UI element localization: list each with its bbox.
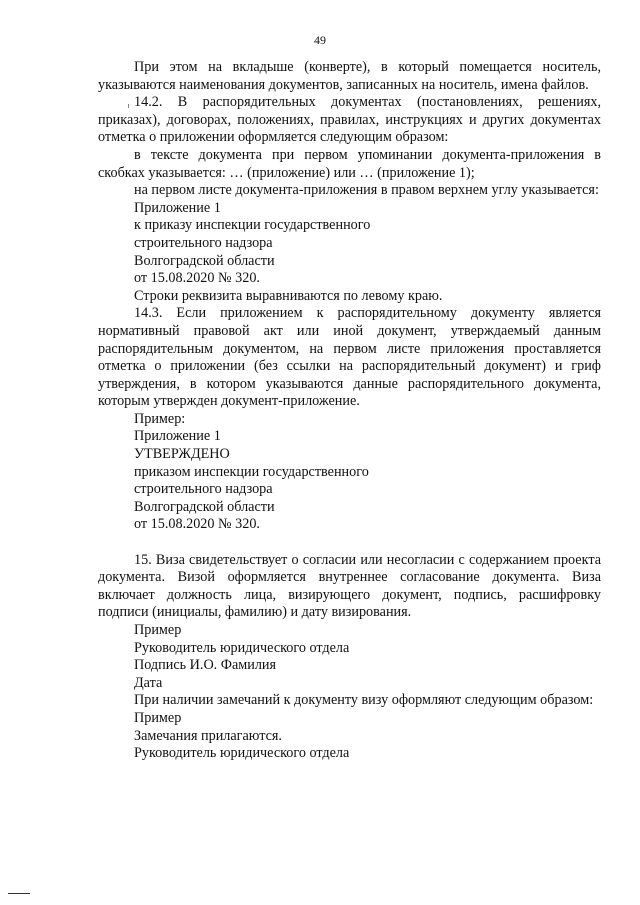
document-paragraph: Руководитель юридического отдела	[134, 745, 350, 762]
document-paragraph: на первом листе документа-приложения в правом верхнем углу указывается:	[134, 182, 599, 199]
document-paragraph: строительного надзора	[134, 234, 273, 251]
document-paragraph: Замечания прилагаются.	[134, 727, 282, 744]
document-paragraph: в тексте документа при первом упоминании документа-приложения в скобках указывается: … (приложение) или … (приложение 1);	[98, 146, 601, 181]
document-paragraph: от 15.08.2020 № 320.	[134, 516, 260, 533]
document-paragraph: Руководитель юридического отдела	[134, 639, 350, 656]
document-paragraph: 14.2. В распорядительных документах (постановлениях, решениях, приказах), договорах, положениях, правилах, инструкциях и других документах отметка о приложении оформляется следующим образом:	[98, 94, 601, 146]
document-paragraph: Волгоградской области	[134, 498, 275, 515]
document-paragraph: Строки реквизита выравниваются по левому краю.	[134, 287, 443, 304]
scan-mark	[8, 893, 30, 894]
scan-mark	[128, 104, 129, 108]
document-paragraph: 14.3. Если приложением к распорядительному документу является нормативный правовой акт или иной документ, утверждаемый данным распорядительным документом, на первом листе приложения проставляется отметка о приложении (без ссылки на распорядительный документ) и гриф утверждения, в котором указываются данные распорядительного документа, которым утвержден документ-приложение.	[98, 305, 601, 410]
document-paragraph: Дата	[134, 674, 163, 691]
document-paragraph: При этом на вкладыше (конверте), в который помещается носитель, указываются наименования документов, записанных на носитель, имена файлов.	[98, 59, 601, 93]
document-paragraph: Пример	[134, 709, 182, 726]
document-body	[98, 59, 601, 763]
document-paragraph: приказом инспекции государственного	[134, 463, 369, 480]
page-number: 49	[314, 33, 326, 47]
document-paragraph: Волгоградской области	[134, 252, 275, 269]
document-paragraph: УТВЕРЖДЕНО	[134, 446, 230, 463]
document-paragraph: Приложение 1	[134, 428, 221, 445]
document-paragraph: Пример:	[134, 410, 186, 427]
document-paragraph: При наличии замечаний к документу визу оформляют следующим образом:	[134, 692, 594, 709]
document-paragraph: к приказу инспекции государственного	[134, 217, 371, 234]
document-paragraph: 15. Виза свидетельствует о согласии или несогласии с содержанием проекта документа. Визой оформляется внутреннее согласование документа. Виза включает должность лица, визирующего документ, подпись, расшифровку подписи (инициалы, фамилию) и дату визирования.	[98, 551, 601, 621]
document-paragraph: Подпись И.О. Фамилия	[134, 657, 277, 674]
document-paragraph: строительного надзора	[134, 481, 273, 498]
blank-line	[98, 534, 601, 552]
document-paragraph: Пример	[134, 622, 182, 638]
document-paragraph: Приложение 1	[134, 199, 221, 216]
document-paragraph: от 15.08.2020 № 320.	[134, 270, 260, 287]
